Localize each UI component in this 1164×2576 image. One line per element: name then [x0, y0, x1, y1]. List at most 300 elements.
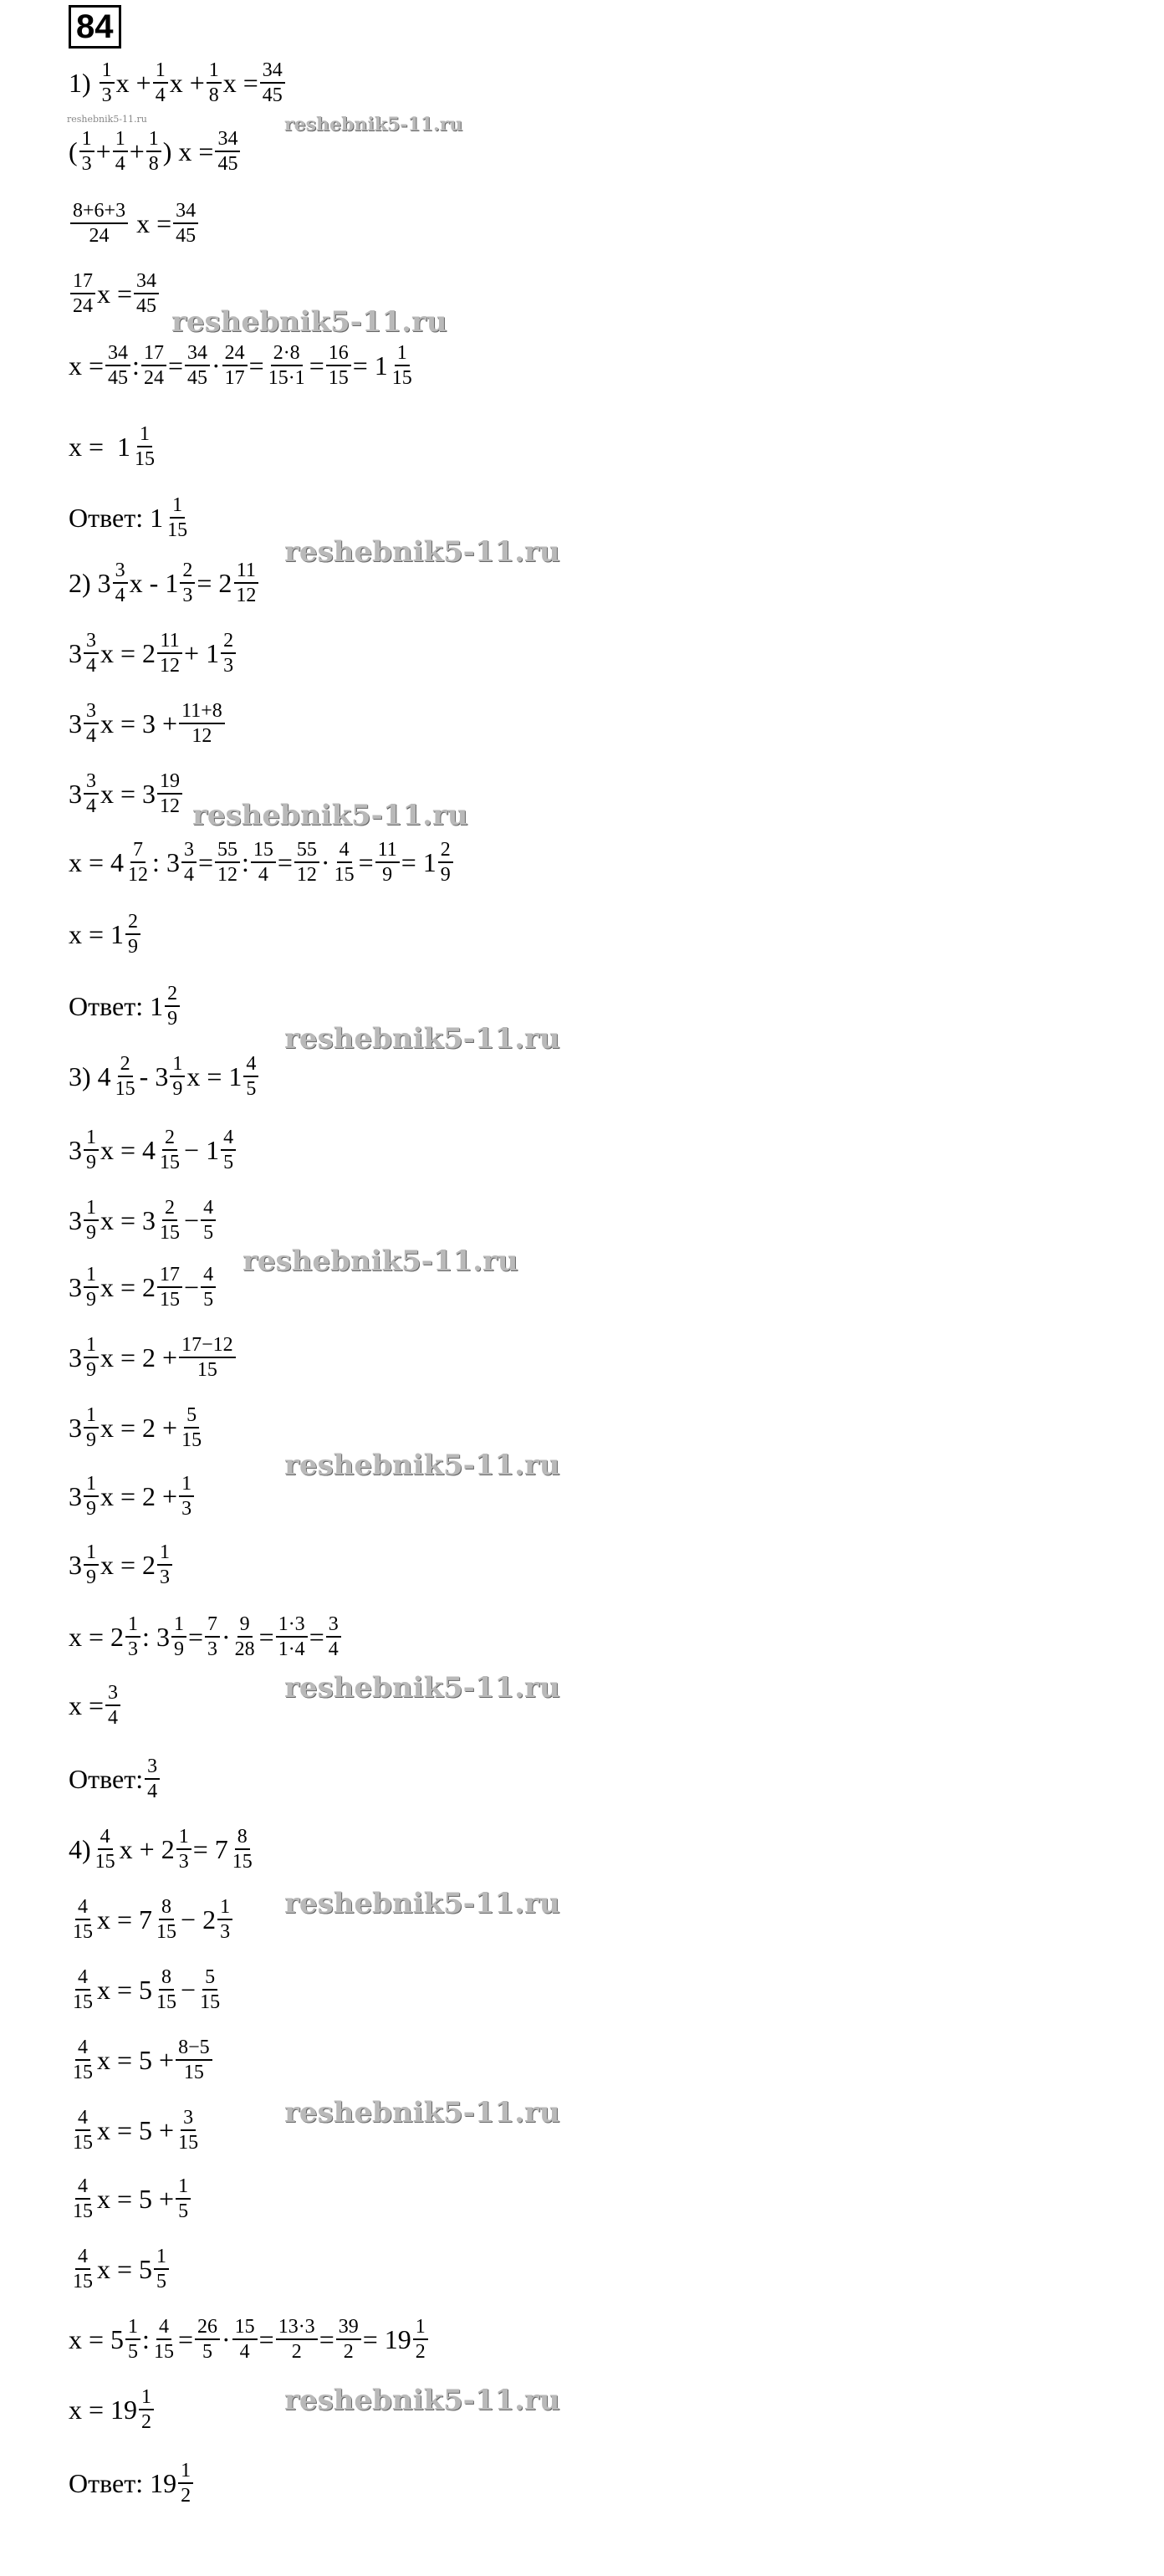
fraction-numerator: 1: [413, 2315, 428, 2340]
fraction-denominator: 5: [178, 2200, 189, 2222]
fraction-numerator: 3: [84, 699, 99, 724]
fraction-denominator: 15: [160, 1222, 181, 1244]
fraction: [165, 493, 190, 542]
fraction-denominator: 3: [207, 1638, 217, 1660]
watermark: reshebnik5-11.ru: [284, 1022, 560, 1055]
fraction: [221, 629, 236, 677]
watermark: reshebnik5-11.ru: [171, 305, 447, 339]
equation-text: =: [319, 2323, 334, 2354]
fraction-denominator: 15: [73, 2200, 93, 2222]
fraction: [201, 1263, 216, 1311]
fraction-denominator: 5: [203, 1289, 214, 1311]
fraction-denominator: 9: [167, 1008, 178, 1030]
equation-text: = 19: [362, 2323, 411, 2354]
fraction-numerator: 2: [165, 982, 180, 1007]
fraction: [125, 2315, 140, 2364]
equation-text: − 1: [184, 1134, 220, 1165]
equation-text: =: [277, 846, 293, 877]
fraction-numerator: 2: [162, 1196, 177, 1221]
fraction: [221, 1126, 236, 1174]
equation-text: x =: [130, 207, 172, 238]
equation-text: :: [241, 846, 249, 877]
fraction-numerator: 1: [178, 2459, 193, 2484]
fraction: [222, 341, 248, 390]
equation-line: [69, 1895, 234, 1944]
fraction-numerator: 34: [260, 59, 285, 84]
equation-text: x =: [69, 1689, 105, 1720]
equation-line: [69, 2245, 171, 2293]
equation-text: - 3: [139, 1061, 169, 1091]
fraction-numerator: 4: [75, 2245, 90, 2270]
fraction: [173, 199, 198, 248]
equation-text: x = 5: [97, 1974, 153, 2005]
fraction-denominator: 17: [224, 367, 245, 389]
fraction-numerator: 34: [105, 341, 130, 366]
fraction-denominator: 4: [328, 1638, 339, 1660]
fraction-denominator: 3: [101, 84, 112, 106]
equation-text: −: [184, 1271, 200, 1302]
fraction-numerator: 3: [84, 629, 99, 654]
fraction-numerator: 3: [145, 1755, 160, 1780]
fraction: [125, 910, 140, 958]
fraction: [176, 1825, 191, 1873]
fraction-numerator: 1: [84, 1196, 99, 1221]
equation-text: x = 2: [100, 637, 156, 668]
fraction-denominator: 15: [73, 2271, 93, 2292]
equation-line: [69, 2459, 195, 2507]
fraction-numerator: 11: [157, 629, 181, 654]
fraction-denominator: 12: [160, 655, 181, 677]
fraction: [70, 1895, 95, 1944]
equation-line: [69, 2385, 156, 2434]
fraction-denominator: 12: [128, 864, 149, 886]
equation-text: 3: [69, 637, 82, 668]
fraction-denominator: 4: [108, 1707, 119, 1729]
equation-line: [69, 629, 237, 677]
fraction: [125, 1613, 140, 1661]
fraction-numerator: 1: [100, 59, 115, 84]
fraction: [154, 1895, 179, 1944]
fraction-numerator: 3: [105, 1681, 120, 1706]
equation-text: x = 4: [100, 1134, 156, 1165]
equation-text: Ответ: 1: [69, 990, 164, 1021]
watermark: reshebnik5-11.ru: [192, 799, 468, 832]
equation-text: x + 2: [119, 1833, 175, 1864]
fraction-denominator: 8: [208, 84, 219, 106]
fraction: [176, 2175, 191, 2223]
fraction-numerator: 15: [232, 2315, 258, 2340]
equation-text: x = 2 +: [100, 1342, 178, 1372]
fraction-numerator: 17: [157, 1263, 182, 1288]
fraction: [157, 1541, 172, 1589]
equation-line: [69, 199, 200, 248]
fraction: [79, 127, 94, 176]
fraction-denominator: 28: [234, 1638, 255, 1660]
fraction-denominator: 5: [202, 2341, 212, 2363]
equation-text: x = 5 +: [97, 2114, 175, 2145]
fraction-denominator: 9: [86, 1429, 96, 1451]
fraction-denominator: 9: [440, 864, 451, 886]
fraction-denominator: 24: [73, 295, 93, 317]
fraction: [132, 422, 157, 471]
fraction: [141, 341, 166, 390]
fraction: [438, 838, 453, 887]
fraction: [70, 269, 95, 318]
fraction-numerator: 15: [251, 838, 276, 863]
equation-text: 3: [69, 708, 82, 739]
watermark: reshebnik5-11.ru: [284, 535, 560, 569]
equation-text: x = 5 +: [97, 2183, 175, 2214]
fraction-denominator: 15: [156, 1921, 177, 1943]
fraction: [276, 2315, 318, 2364]
fraction: [70, 1965, 95, 2014]
fraction-numerator: 39: [336, 2315, 361, 2340]
fraction: [326, 341, 351, 390]
watermark: reshebnik5-11.ru: [284, 2096, 560, 2129]
fraction-numerator: 1: [171, 1613, 186, 1638]
fraction: [153, 59, 168, 107]
fraction-denominator: 2: [181, 2485, 191, 2507]
fraction: [84, 1541, 99, 1589]
fraction-denominator: 2: [291, 2341, 302, 2363]
fraction: [105, 1681, 120, 1730]
fraction: [215, 838, 240, 887]
fraction-numerator: 1: [146, 127, 161, 152]
equation-text: +: [129, 135, 145, 166]
equation-text: 3: [69, 1342, 82, 1372]
equation-text: : 3: [142, 1621, 170, 1652]
fraction: [171, 1613, 186, 1661]
fraction-denominator: 12: [191, 725, 212, 747]
equation-text: x +: [169, 67, 205, 98]
fraction: [375, 838, 400, 887]
equation-text: :: [132, 350, 140, 381]
fraction: [157, 1196, 182, 1245]
equation-text: x = 5 +: [97, 2044, 175, 2075]
equation-text: x = 2 +: [100, 1412, 178, 1443]
equation-text: x = 19: [69, 2394, 138, 2425]
fraction-numerator: 1: [84, 1333, 99, 1358]
equation-text: x - 1: [129, 567, 179, 598]
fraction-denominator: 3: [178, 1851, 189, 1873]
fraction: [266, 341, 308, 390]
fraction: [84, 699, 99, 748]
equation-text: =: [309, 1621, 324, 1652]
equation-line: [69, 269, 161, 318]
fraction-denominator: 4: [147, 1781, 158, 1802]
equation-text: x = 5: [69, 2323, 125, 2354]
fraction-numerator: 13·3: [276, 2315, 318, 2340]
fraction-numerator: 3: [84, 769, 99, 795]
problem-number: 84: [69, 5, 121, 49]
equation-line: [69, 1126, 237, 1174]
fraction-numerator: 24: [222, 341, 248, 366]
equation-text: ·: [211, 350, 221, 381]
equation-text: 3: [69, 1412, 82, 1443]
equation-text: x = 2 +: [100, 1480, 178, 1511]
fraction-denominator: 15: [73, 2132, 93, 2154]
fraction: [179, 1333, 236, 1382]
fraction: [113, 1052, 138, 1101]
fraction-denominator: 8: [148, 153, 159, 175]
fraction: [134, 269, 159, 318]
fraction: [170, 1052, 185, 1101]
fraction-numerator: 16: [326, 341, 351, 366]
fraction-denominator: 15: [73, 2062, 93, 2083]
fraction-denominator: 12: [296, 864, 317, 886]
fraction-numerator: 4: [201, 1196, 216, 1221]
fraction-denominator: 5: [156, 2271, 167, 2292]
equation-text: x =: [222, 67, 258, 98]
fraction: [180, 559, 195, 607]
fraction-numerator: 1: [217, 1895, 232, 1920]
equation-line: [69, 493, 191, 542]
equation-text: x = 2: [69, 1621, 125, 1652]
fraction-numerator: 4: [75, 2175, 90, 2200]
fraction: [179, 1472, 194, 1521]
fraction: [294, 838, 319, 887]
equation-text: x = 2: [100, 1549, 156, 1580]
equation-text: x = 1: [186, 1061, 242, 1091]
fraction-denominator: 15: [334, 864, 355, 886]
equation-text: = 1: [352, 350, 388, 381]
equation-text: 3: [69, 1549, 82, 1580]
fraction-numerator: 4: [201, 1263, 216, 1288]
equation-text: =: [197, 846, 213, 877]
fraction-denominator: 45: [262, 84, 283, 106]
fraction-denominator: 15: [115, 1078, 135, 1100]
fraction-numerator: 55: [215, 838, 240, 863]
equation-text: x = 5: [97, 2253, 153, 2284]
equation-text: −: [181, 1974, 197, 2005]
fraction-denominator: 9: [86, 1359, 96, 1381]
fraction-denominator: 3: [223, 655, 234, 677]
fraction-numerator: 2: [180, 559, 195, 584]
equation-text: x =: [69, 350, 105, 381]
fraction-numerator: 1: [137, 422, 152, 447]
fraction-denominator: 4: [86, 655, 96, 677]
fraction-denominator: 45: [217, 153, 238, 175]
fraction-numerator: 17: [141, 341, 166, 366]
fraction-numerator: 17: [70, 269, 95, 294]
equation-text: 1): [69, 67, 98, 98]
fraction-denominator: 3: [220, 1921, 231, 1943]
equation-line: [69, 59, 287, 107]
fraction: [179, 1403, 204, 1452]
fraction-denominator: 2: [141, 2411, 152, 2433]
equation-line: [69, 982, 181, 1030]
fraction-denominator: 3: [128, 1638, 139, 1660]
equation-text: x = 3: [100, 778, 156, 809]
equation-text: (: [69, 135, 78, 166]
fraction-numerator: 5: [184, 1403, 199, 1429]
fraction: [113, 559, 128, 607]
fraction: [185, 341, 210, 390]
fraction-numerator: 1: [176, 2175, 191, 2200]
fraction: [176, 2106, 201, 2154]
fraction-denominator: 12: [160, 795, 181, 817]
fraction-numerator: 5: [202, 1965, 217, 1991]
equation-text: ·: [221, 1621, 231, 1652]
fraction-denominator: 5: [223, 1152, 234, 1173]
watermark: reshebnik5-11.ru: [284, 1671, 560, 1705]
fraction: [243, 1052, 258, 1101]
fraction-numerator: 4: [221, 1126, 236, 1151]
fraction-numerator: 1: [125, 2315, 140, 2340]
equation-line: [69, 341, 416, 390]
fraction-numerator: 34: [173, 199, 198, 224]
fraction: [70, 2245, 95, 2293]
fraction-numerator: 1: [179, 1472, 194, 1497]
fraction: [154, 1965, 179, 2014]
fraction-numerator: 17−12: [179, 1333, 236, 1358]
fraction-denominator: 5: [128, 2341, 139, 2363]
fraction-denominator: 45: [176, 225, 197, 247]
equation-line: [69, 1196, 217, 1245]
equation-line: [69, 1613, 343, 1661]
fraction-numerator: 4: [75, 2036, 90, 2061]
equation-text: Ответ: 19: [69, 2467, 177, 2498]
fraction: [233, 559, 258, 607]
fraction-numerator: 1: [84, 1263, 99, 1288]
fraction-numerator: 1: [113, 127, 128, 152]
fraction: [154, 2245, 169, 2293]
fraction-denominator: 45: [136, 295, 157, 317]
equation-line: [69, 1965, 224, 2014]
fraction-denominator: 3: [181, 1498, 192, 1520]
fraction-denominator: 9: [86, 1289, 96, 1311]
fraction: [70, 199, 128, 248]
fraction: [93, 1825, 118, 1873]
equation-text: =: [248, 350, 264, 381]
fraction-denominator: 4: [155, 84, 166, 106]
fraction: [84, 1263, 99, 1311]
equation-text: 3: [69, 778, 82, 809]
fraction-denominator: 15: [391, 367, 412, 389]
equation-line: [69, 699, 227, 748]
fraction-denominator: 15: [94, 1851, 115, 1873]
fraction-numerator: 1: [84, 1472, 99, 1497]
fraction-denominator: 15: [232, 1851, 253, 1873]
fraction-numerator: 1: [125, 1613, 140, 1638]
fraction-numerator: 1: [207, 59, 222, 84]
equation-text: 3) 4: [69, 1061, 111, 1091]
fraction-denominator: 1·4: [278, 1638, 305, 1660]
fraction: [413, 2315, 428, 2364]
equation-text: :: [142, 2323, 150, 2354]
fraction: [178, 2459, 193, 2507]
fraction-denominator: 9: [86, 1498, 96, 1520]
equation-text: 4): [69, 1833, 91, 1864]
fraction-numerator: 7: [130, 838, 146, 863]
equation-text: − 2: [181, 1904, 217, 1935]
equation-text: 3: [69, 1204, 82, 1235]
fraction-numerator: 11: [375, 838, 400, 863]
fraction: [176, 2036, 212, 2084]
fraction: [70, 2036, 95, 2084]
equation-text: + 1: [184, 637, 220, 668]
fraction: [84, 1472, 99, 1521]
equation-line: [69, 2175, 192, 2223]
fraction-denominator: 24: [143, 367, 164, 389]
fraction: [165, 982, 180, 1030]
equation-text: x = 1: [69, 431, 131, 462]
fraction-denominator: 45: [186, 367, 207, 389]
fraction-denominator: 4: [183, 864, 194, 886]
equation-text: =: [258, 1621, 274, 1652]
fraction-numerator: 1·3: [276, 1613, 308, 1638]
fraction-numerator: 1: [84, 1403, 99, 1429]
equation-text: ·: [221, 2323, 231, 2354]
fraction: [276, 1613, 308, 1661]
fraction-denominator: 15: [181, 1429, 202, 1451]
fraction-denominator: 5: [203, 1222, 214, 1244]
equation-text: +: [95, 135, 111, 166]
equation-line: [69, 1052, 260, 1101]
fraction: [157, 769, 182, 818]
watermark: reshebnik5-11.ru: [284, 114, 463, 135]
fraction-denominator: 12: [217, 864, 237, 886]
fraction: [125, 838, 151, 887]
fraction-numerator: 4: [156, 2315, 171, 2340]
fraction: [113, 127, 128, 176]
fraction: [217, 1895, 232, 1944]
fraction-denominator: 15: [160, 1289, 181, 1311]
fraction-denominator: 4: [115, 153, 125, 175]
equation-line: [69, 1333, 237, 1382]
fraction: [100, 59, 115, 107]
fraction-numerator: 2: [125, 910, 140, 935]
equation-text: 3: [69, 1271, 82, 1302]
fraction: [70, 2175, 95, 2223]
equation-text: ) x =: [162, 135, 214, 166]
equation-text: =: [358, 846, 374, 877]
fraction-denominator: 15: [73, 1921, 93, 1943]
fraction-denominator: 4: [239, 2341, 250, 2363]
fraction: [84, 1333, 99, 1382]
equation-text: x =: [97, 278, 133, 309]
fraction-numerator: 34: [134, 269, 159, 294]
fraction-denominator: 9: [382, 864, 393, 886]
fraction-numerator: 11: [234, 559, 258, 584]
fraction: [157, 1263, 182, 1311]
fraction-numerator: 8−5: [176, 2036, 212, 2061]
fraction-numerator: 34: [215, 127, 240, 152]
equation-text: 3: [69, 1134, 82, 1165]
fraction-denominator: 15: [197, 1359, 217, 1381]
fraction: [139, 2385, 154, 2434]
fraction-denominator: 15·1: [268, 367, 305, 389]
fraction-numerator: 4: [98, 1825, 113, 1850]
fraction: [232, 2315, 258, 2364]
fraction-numerator: 3: [181, 838, 197, 863]
fraction-denominator: 45: [108, 367, 129, 389]
fraction: [260, 59, 285, 107]
fraction-denominator: 4: [258, 864, 268, 886]
fraction-denominator: 15: [178, 2132, 199, 2154]
fraction-numerator: 2·8: [271, 341, 303, 366]
equation-line: [69, 1472, 196, 1521]
equation-text: ·: [320, 846, 330, 877]
fraction: [215, 127, 240, 176]
fraction-numerator: 4: [75, 1895, 90, 1920]
watermark-tiny: reshebnik5-11.ru: [67, 114, 147, 125]
equation-text: =: [177, 2323, 193, 2354]
fraction-denominator: 9: [172, 1078, 183, 1100]
fraction-numerator: 19: [157, 769, 182, 795]
equation-line: [69, 127, 242, 176]
equation-text: x = 2: [100, 1271, 156, 1302]
